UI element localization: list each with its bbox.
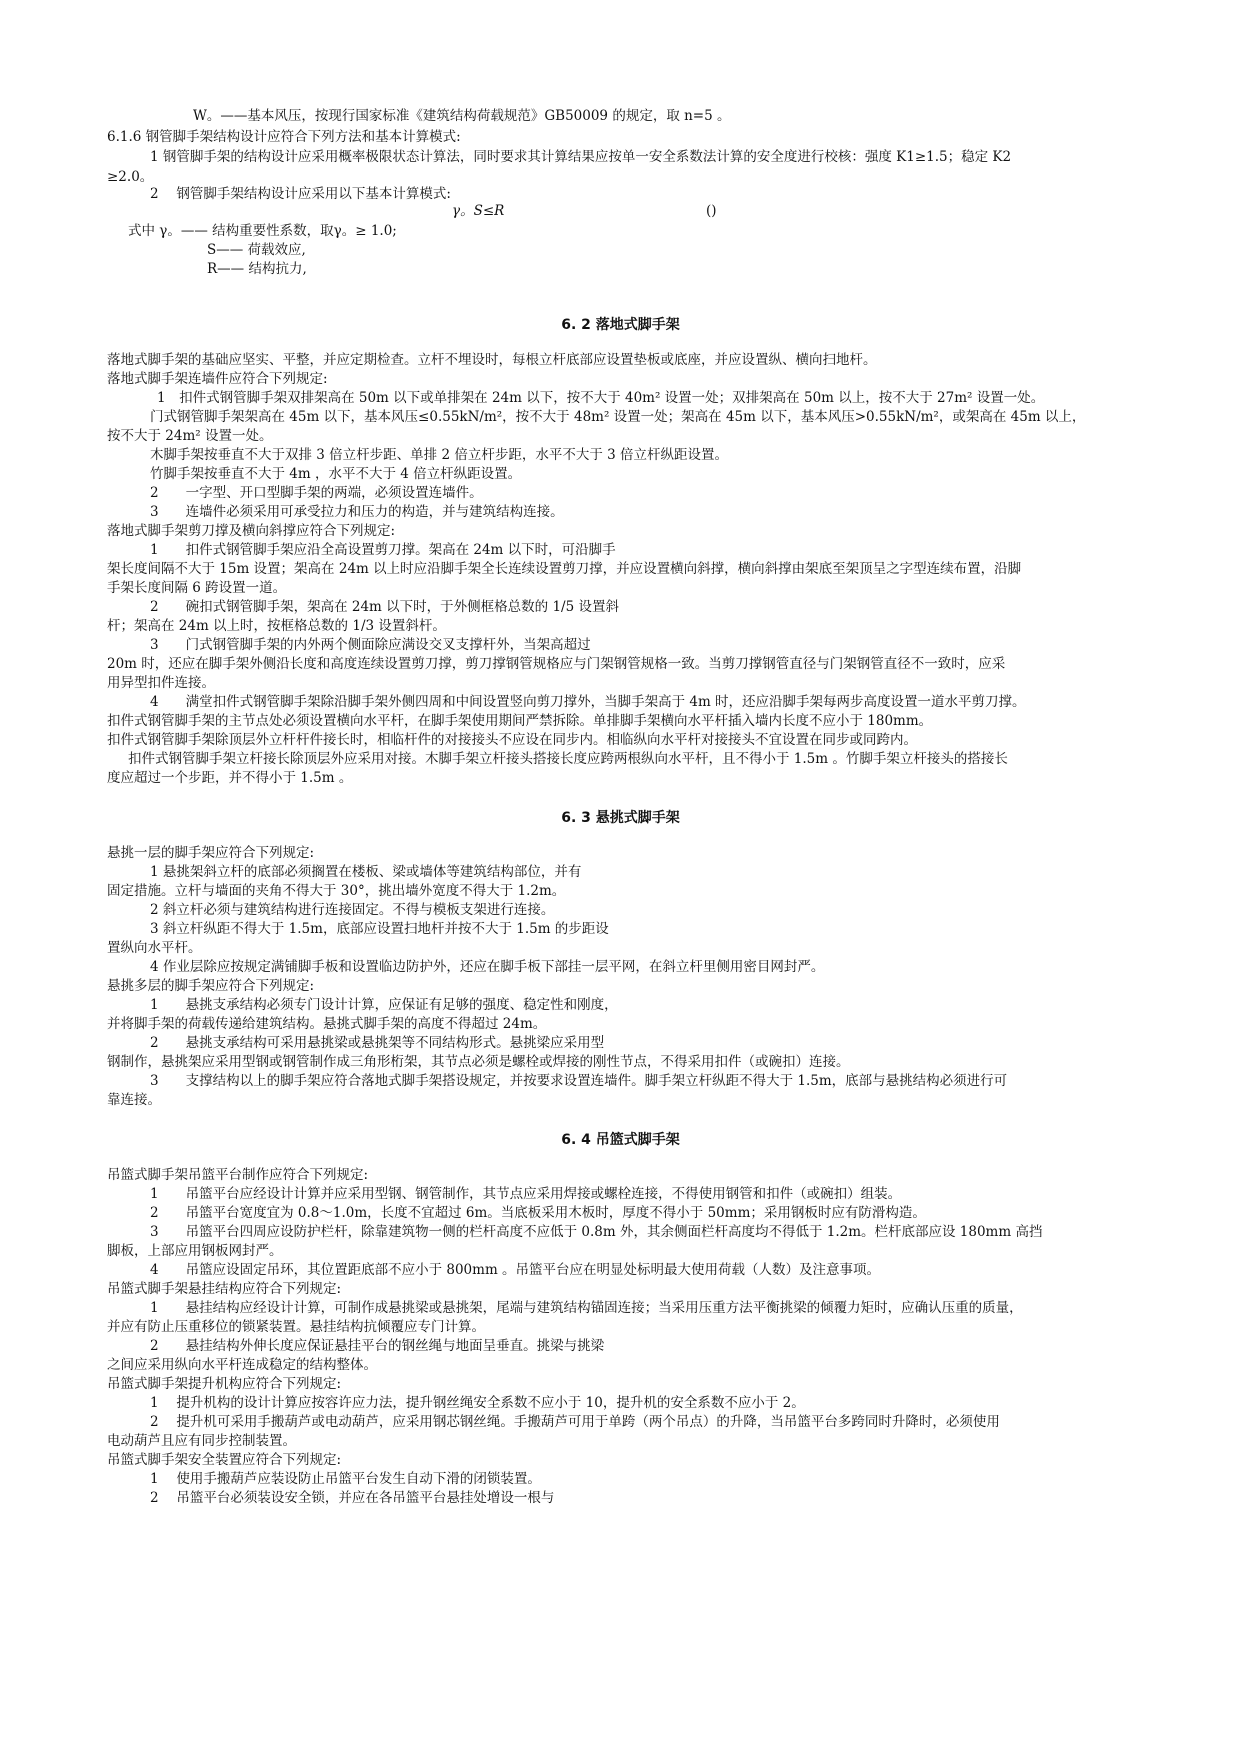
s63-line: 固定措施。立杆与墙面的夹角不得大于 30°，挑出墙外宽度不得大于 1.2m。 — [107, 883, 566, 899]
s64-line: 吊篮式脚手架悬挂结构应符合下列规定: — [107, 1281, 342, 1297]
s64-line: 4 吊篮应设固定吊环，其位置距底部不应小于 800mm 。吊篮平台应在明显处标明最大使用荷载（人数）及注意事项。 — [150, 1262, 881, 1278]
s62-line: 3 门式钢管脚手架的内外两个侧面除应满设交叉支撑杆外，当架高超过 — [150, 637, 591, 653]
s62-line: 4 满堂扣件式钢管脚手架除沿脚手架外侧四周和中间设置竖向剪刀撑外，当脚手架高于 4m 时，还应沿脚手架每两步高度设置一道水平剪刀撑。 — [150, 694, 1026, 710]
s63-line: 3 支撑结构以上的脚手架应符合落地式脚手架搭设规定，并按要求设置连墙件。脚手架立杆纵距不得大于 1.5m，底部与悬挑结构必须进行可 — [150, 1073, 1008, 1089]
s62-line: 度应超过一个步距，并不得小于 1.5m 。 — [107, 770, 353, 786]
s62-line: 用异型扣件连接。 — [107, 675, 215, 691]
wind-pressure-definition: W。——基本风压，按现行国家标准《建筑结构荷载规范》GB50009 的规定，取 n=5 。 — [193, 108, 731, 124]
s62-line: 门式钢管脚手架架高在 45m 以下，基本风压≤0.55kN/m²，按不大于 48m² 设置一处；架高在 45m 以下，基本风压>0.55kN/m²，或架高在 45m 以上， — [150, 409, 1086, 425]
s64-line: 脚板，上部应用钢板网封严。 — [107, 1243, 283, 1259]
design-formula: γ。S≤R — [452, 203, 505, 219]
s62-line: 2 碗扣式钢管脚手架，架高在 24m 以下时，于外侧框格总数的 1/5 设置斜 — [150, 599, 619, 615]
formula-number: () — [706, 203, 717, 219]
section-616-item1: 1 钢管脚手架的结构设计应采用概率极限状态计算法，同时要求其计算结果应按单一安全系数法计算的安全度进行校核：强度 K1≥1.5；稳定 K2 — [150, 149, 1012, 165]
s62-line: 按不大于 24m² 设置一处。 — [107, 428, 273, 444]
formula-where-gamma: 式中 γ。—— 结构重要性系数，取γ。≥ 1.0; — [128, 223, 397, 239]
s63-line: 2 斜立杆必须与建筑结构进行连接固定。不得与模板支架进行连接。 — [150, 902, 555, 918]
section-64-heading: 6. 4 吊篮式脚手架 — [561, 1132, 680, 1148]
s62-line: 木脚手架按垂直不大于双排 3 倍立杆步距、单排 2 倍立杆步距，水平不大于 3 倍立杆纵距设置。 — [150, 447, 729, 463]
s64-line: 2 吊篮平台宽度宜为 0.8～1.0m，长度不宜超过 6m。当底板采用木板时，厚度不得小于 50mm；采用钢板时应有防滑构造。 — [150, 1205, 926, 1221]
s62-line: 落地式脚手架的基础应坚实、平整，并应定期检查。立杆不埋设时，每根立杆底部应设置垫板或底座，并应设置纵、横向扫地杆。 — [107, 352, 877, 368]
s64-line: 吊篮式脚手架安全装置应符合下列规定: — [107, 1452, 342, 1468]
s63-line: 1 悬挑架斜立杆的底部必须搁置在楼板、梁或墙体等建筑结构部位，并有 — [150, 864, 582, 880]
s62-line: 扣件式钢管脚手架的主节点处必须设置横向水平杆，在脚手架使用期间严禁拆除。单排脚手架横向水平杆插入墙内长度不应小于 180mm。 — [107, 713, 933, 729]
s64-line: 2 吊篮平台必须装设安全锁，并应在各吊篮平台悬挂处增设一根与 — [150, 1490, 555, 1506]
section-63-heading: 6. 3 悬挑式脚手架 — [561, 810, 680, 826]
s62-line: 3 连墙件必须采用可承受拉力和压力的构造，并与建筑结构连接。 — [150, 504, 564, 520]
s64-line: 1 吊篮平台应经设计计算并应采用型钢、钢管制作，其节点应采用焊接或螺栓连接，不得使用钢管和扣件（或碗扣）组装。 — [150, 1186, 902, 1202]
s64-line: 吊篮式脚手架提升机构应符合下列规定: — [107, 1376, 342, 1392]
s63-line: 4 作业层除应按规定满铺脚手板和设置临边防护外，还应在脚手板下部挂一层平网，在斜立杆里侧用密目网封严。 — [150, 959, 825, 975]
s63-line: 钢制作，悬挑架应采用型钢或钢管制作成三角形桁架，其节点必须是螺栓或焊接的刚性节点，不得采用扣件（或碗扣）连接。 — [107, 1054, 850, 1070]
s62-line: 1 扣件式钢管脚手架双排架高在 50m 以下或单排架在 24m 以下，按不大于 40m² 设置一处；双排架高在 50m 以上，按不大于 27m² 设置一处。 — [157, 390, 1045, 406]
s62-line: 1 扣件式钢管脚手架应沿全高设置剪刀撑。架高在 24m 以下时，可沿脚手 — [150, 542, 616, 558]
formula-where-s: S—— 荷载效应, — [207, 242, 306, 258]
s62-line: 扣件式钢管脚手架立杆接长除顶层外应采用对接。木脚手架立杆接头搭接长度应跨两根纵向水平杆，且不得小于 1.5m 。竹脚手架立杆接头的搭接长 — [128, 751, 1008, 767]
s64-line: 2 提升机可采用手搬葫芦或电动葫芦，应采用钢芯钢丝绳。手搬葫芦可用于单跨（两个吊点）的升降，当吊篮平台多跨同时升降时，必须使用 — [150, 1414, 1000, 1430]
s63-line: 悬挑一层的脚手架应符合下列规定: — [107, 845, 315, 861]
s64-line: 1 悬挂结构应经设计计算，可制作成悬挑梁或悬挑架，尾端与建筑结构锚固连接；当采用压重方法平衡挑梁的倾覆力矩时，应确认压重的质量， — [150, 1300, 1023, 1316]
s64-line: 吊篮式脚手架吊篮平台制作应符合下列规定: — [107, 1167, 369, 1183]
s64-line: 电动葫芦且应有同步控制装置。 — [107, 1433, 296, 1449]
s64-line: 之间应采用纵向水平杆连成稳定的结构整体。 — [107, 1357, 377, 1373]
s62-line: 落地式脚手架剪刀撑及横向斜撑应符合下列规定: — [107, 523, 396, 539]
s63-line: 靠连接。 — [107, 1092, 161, 1108]
s63-line: 2 悬挑支承结构可采用悬挑梁或悬挑架等不同结构形式。悬挑梁应采用型 — [150, 1035, 605, 1051]
s63-line: 3 斜立杆纵距不得大于 1.5m，底部应设置扫地杆并按不大于 1.5m 的步距设 — [150, 921, 609, 937]
s62-line: 落地式脚手架连墙件应符合下列规定: — [107, 371, 328, 387]
s62-line: 手架长度间隔 6 跨设置一道。 — [107, 580, 287, 596]
section-616-title: 6.1.6 钢管脚手架结构设计应符合下列方法和基本计算模式: — [107, 129, 461, 145]
section-62-heading: 6. 2 落地式脚手架 — [561, 317, 680, 333]
s63-line: 悬挑多层的脚手架应符合下列规定: — [107, 978, 315, 994]
formula-where-r: R—— 结构抗力, — [207, 261, 307, 277]
section-616-item1-cont: ≥2.0。 — [107, 169, 154, 185]
s64-line: 3 吊篮平台四周应设防护栏杆，除靠建筑物一侧的栏杆高度不应低于 0.8m 外，其余侧面栏杆高度均不得低于 1.2m。栏杆底部应设 180mm 高挡 — [150, 1224, 1043, 1240]
s63-line: 置纵向水平杆。 — [107, 940, 202, 956]
s63-line: 并将脚手架的荷载传递给建筑结构。悬挑式脚手架的高度不得超过 24m。 — [107, 1016, 547, 1032]
s62-line: 2 一字型、开口型脚手架的两端，必须设置连墙件。 — [150, 485, 483, 501]
s64-line: 1 提升机构的设计计算应按容许应力法，提升钢丝绳安全系数不应小于 10，提升机的安全系数不应小于 2。 — [150, 1395, 805, 1411]
s62-line: 扣件式钢管脚手架除顶层外立杆杆件接长时，相临杆件的对接接头不应设在同步内。相临纵向水平杆对接接头不宜设置在同步或同跨内。 — [107, 732, 917, 748]
section-616-item2: 2 钢管脚手架结构设计应采用以下基本计算模式: — [150, 186, 451, 202]
s62-line: 杆；架高在 24m 以上时，按框格总数的 1/3 设置斜杆。 — [107, 618, 446, 634]
s62-line: 架长度间隔不大于 15m 设置；架高在 24m 以上时应沿脚手架全长连续设置剪刀撑，并应设置横向斜撑，横向斜撑由架底至架顶呈之字型连续布置，沿脚 — [107, 561, 1022, 577]
s64-line: 1 使用手搬葫芦应装设防止吊篮平台发生自动下滑的闭锁装置。 — [150, 1471, 541, 1487]
s64-line: 2 悬挂结构外伸长度应保证悬挂平台的钢丝绳与地面呈垂直。挑梁与挑梁 — [150, 1338, 605, 1354]
s64-line: 并应有防止压重移位的锁紧装置。悬挂结构抗倾覆应专门计算。 — [107, 1319, 485, 1335]
s62-line: 20m 时，还应在脚手架外侧沿长度和高度连续设置剪刀撑，剪刀撑钢管规格应与门架钢管规格一致。当剪刀撑钢管直径与门架钢管直径不一致时，应采 — [107, 656, 1006, 672]
s63-line: 1 悬挑支承结构必须专门设计计算，应保证有足够的强度、稳定性和刚度， — [150, 997, 618, 1013]
s62-line: 竹脚手架按垂直不大于 4m ，水平不大于 4 倍立杆纵距设置。 — [150, 466, 522, 482]
